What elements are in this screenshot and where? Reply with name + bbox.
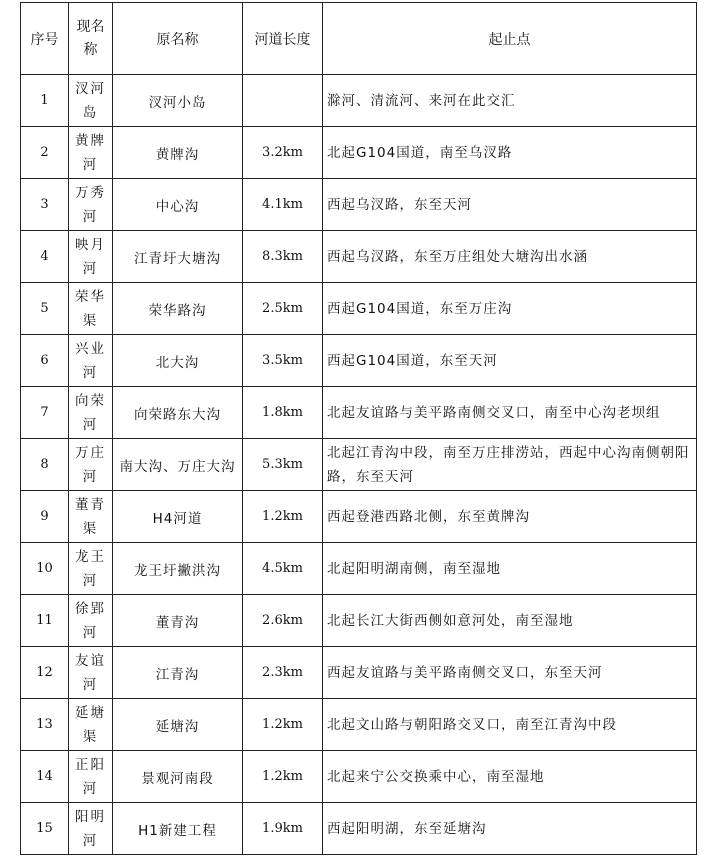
cell-current-name: 万庄河	[69, 439, 113, 491]
cell-range: 西起G104国道，东至天河	[323, 335, 697, 387]
cell-no: 6	[21, 335, 69, 387]
cell-current-name: 正阳河	[69, 751, 113, 803]
cell-original-name: H1新建工程	[113, 803, 243, 855]
cell-no: 4	[21, 231, 69, 283]
table-row	[21, 647, 697, 699]
table-row	[21, 283, 697, 335]
cell-length: 1.2km	[243, 699, 323, 751]
cell-current-name: 向荣河	[69, 387, 113, 439]
header-original-name: 原名称	[113, 3, 243, 75]
header-length: 河道长度	[243, 3, 323, 75]
table-row	[21, 543, 697, 595]
cell-current-name: 荣华渠	[69, 283, 113, 335]
cell-no: 10	[21, 543, 69, 595]
table-row	[21, 803, 697, 855]
cell-range: 北起文山路与朝阳路交叉口，南至江青沟中段	[323, 699, 697, 751]
cell-range: 北起友谊路与美平路南侧交叉口，南至中心沟老坝组	[323, 387, 697, 439]
table-row	[21, 699, 697, 751]
header-no: 序号	[21, 3, 69, 75]
cell-length: 3.5km	[243, 335, 323, 387]
cell-current-name: 延塘渠	[69, 699, 113, 751]
cell-current-name: 汊河岛	[69, 75, 113, 127]
cell-current-name: 阳明河	[69, 803, 113, 855]
cell-length: 5.3km	[243, 439, 323, 491]
cell-original-name: 中心沟	[113, 179, 243, 231]
table-row	[21, 387, 697, 439]
cell-current-name: 徐郢河	[69, 595, 113, 647]
cell-range: 西起乌汊路，东至万庄组处大塘沟出水涵	[323, 231, 697, 283]
cell-range: 西起登港西路北侧，东至黄牌沟	[323, 491, 697, 543]
cell-original-name: 董青沟	[113, 595, 243, 647]
cell-no: 11	[21, 595, 69, 647]
cell-original-name: 北大沟	[113, 335, 243, 387]
header-current-name: 现名称	[69, 3, 113, 75]
cell-range: 北起G104国道，南至乌汊路	[323, 127, 697, 179]
cell-original-name: 荣华路沟	[113, 283, 243, 335]
table-row	[21, 595, 697, 647]
cell-length: 1.2km	[243, 751, 323, 803]
cell-original-name: H4河道	[113, 491, 243, 543]
table-row	[21, 75, 697, 127]
table-row	[21, 491, 697, 543]
cell-current-name: 黄牌河	[69, 127, 113, 179]
cell-range: 北起江青沟中段，南至万庄排涝站，西起中心沟南侧朝阳路，东至天河	[323, 439, 697, 491]
cell-length: 1.2km	[243, 491, 323, 543]
table-row	[21, 335, 697, 387]
cell-no: 7	[21, 387, 69, 439]
cell-range: 北起长江大街西侧如意河处，南至湿地	[323, 595, 697, 647]
cell-length: 8.3km	[243, 231, 323, 283]
river-name-table	[20, 2, 697, 855]
cell-original-name: 黄牌沟	[113, 127, 243, 179]
cell-current-name: 万秀河	[69, 179, 113, 231]
cell-no: 15	[21, 803, 69, 855]
cell-no: 13	[21, 699, 69, 751]
cell-length: 2.5km	[243, 283, 323, 335]
cell-original-name: 龙王圩撇洪沟	[113, 543, 243, 595]
cell-no: 3	[21, 179, 69, 231]
cell-range: 西起阳明湖，东至延塘沟	[323, 803, 697, 855]
cell-current-name: 映月河	[69, 231, 113, 283]
cell-no: 9	[21, 491, 69, 543]
cell-length: 3.2km	[243, 127, 323, 179]
cell-range: 西起乌汊路，东至天河	[323, 179, 697, 231]
cell-length: 2.3km	[243, 647, 323, 699]
cell-original-name: 江青沟	[113, 647, 243, 699]
cell-current-name: 董青渠	[69, 491, 113, 543]
table-row	[21, 179, 697, 231]
cell-original-name: 向荣路东大沟	[113, 387, 243, 439]
cell-length: 1.8km	[243, 387, 323, 439]
header-range: 起止点	[323, 3, 697, 75]
cell-no: 2	[21, 127, 69, 179]
cell-current-name: 龙王河	[69, 543, 113, 595]
cell-original-name: 江青圩大塘沟	[113, 231, 243, 283]
cell-range: 西起G104国道，东至万庄沟	[323, 283, 697, 335]
cell-length: 1.9km	[243, 803, 323, 855]
table-row	[21, 439, 697, 491]
cell-no: 8	[21, 439, 69, 491]
cell-original-name: 景观河南段	[113, 751, 243, 803]
table-row	[21, 231, 697, 283]
cell-no: 5	[21, 283, 69, 335]
cell-current-name: 友谊河	[69, 647, 113, 699]
cell-original-name: 汊河小岛	[113, 75, 243, 127]
cell-length	[243, 75, 323, 127]
cell-range: 北起来宁公交换乘中心，南至湿地	[323, 751, 697, 803]
cell-length: 4.1km	[243, 179, 323, 231]
cell-original-name: 南大沟、万庄大沟	[113, 439, 243, 491]
table-row	[21, 127, 697, 179]
cell-range: 北起阳明湖南侧，南至湿地	[323, 543, 697, 595]
cell-length: 4.5km	[243, 543, 323, 595]
cell-no: 14	[21, 751, 69, 803]
header-row	[21, 3, 697, 75]
cell-no: 1	[21, 75, 69, 127]
table-row	[21, 751, 697, 803]
cell-original-name: 延塘沟	[113, 699, 243, 751]
cell-range: 滁河、清流河、来河在此交汇	[323, 75, 697, 127]
cell-range: 西起友谊路与美平路南侧交叉口，东至天河	[323, 647, 697, 699]
cell-length: 2.6km	[243, 595, 323, 647]
cell-no: 12	[21, 647, 69, 699]
cell-current-name: 兴业河	[69, 335, 113, 387]
